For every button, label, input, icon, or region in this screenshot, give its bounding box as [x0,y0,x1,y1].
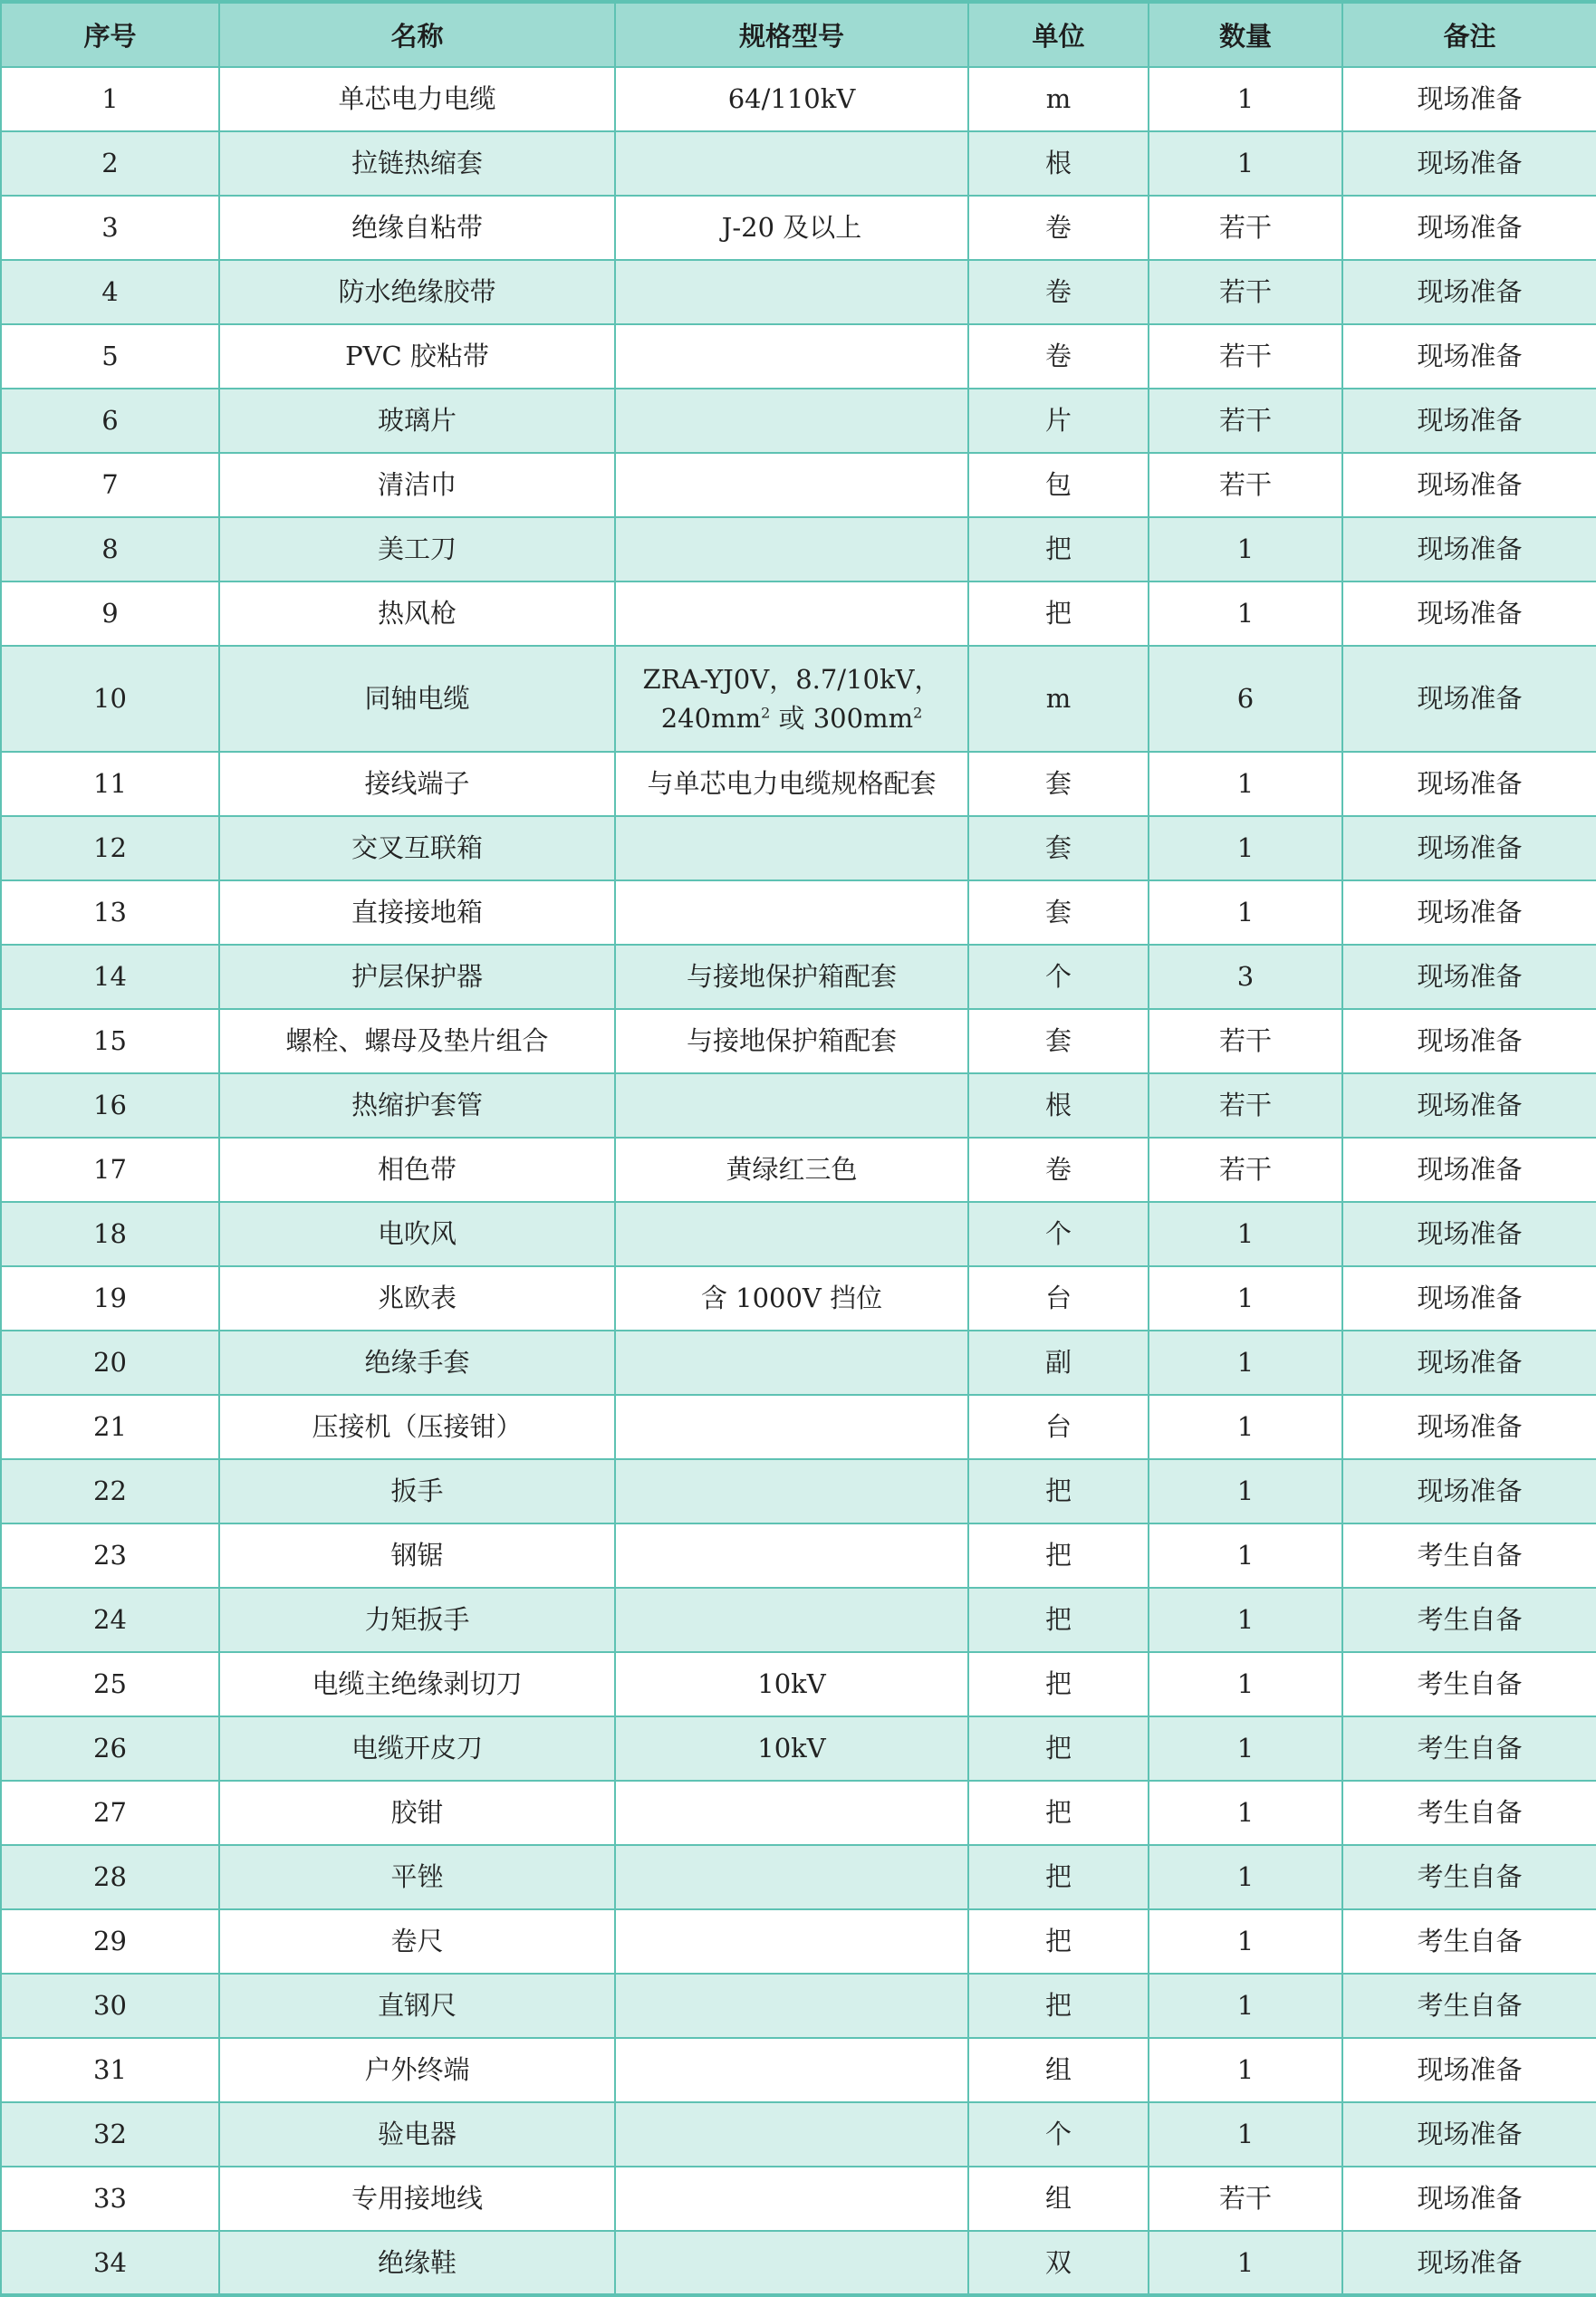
cell-qty: 1 [1149,1974,1342,2038]
cell-unit: 双 [968,2231,1149,2295]
cell-qty: 若干 [1149,196,1342,260]
cell-unit: 片 [968,389,1149,453]
cell-remark: 考生自备 [1342,1974,1596,2038]
cell-qty: 若干 [1149,1009,1342,1073]
table-row [1,67,1596,131]
table-row [1,1331,1596,1395]
cell-qty: 1 [1149,1716,1342,1781]
cell-no: 3 [1,196,219,260]
cell-name: 单芯电力电缆 [219,67,615,131]
cell-unit: 把 [968,1845,1149,1909]
cell-remark: 考生自备 [1342,1588,1596,1652]
table-row [1,1009,1596,1073]
cell-spec [615,1523,968,1588]
cell-remark: 现场准备 [1342,2102,1596,2167]
cell-name: 接线端子 [219,752,615,816]
cell-qty: 1 [1149,1781,1342,1845]
cell-qty: 若干 [1149,2167,1342,2231]
cell-no: 33 [1,2167,219,2231]
cell-name: 力矩扳手 [219,1588,615,1652]
cell-qty: 1 [1149,517,1342,581]
spec-line-2-a: 240mm [660,702,762,734]
table-header [1,2,1596,67]
cell-no: 4 [1,260,219,324]
cell-qty: 1 [1149,880,1342,945]
table-row [1,1781,1596,1845]
cell-remark: 现场准备 [1342,752,1596,816]
cell-name: 拉链热缩套 [219,131,615,196]
cell-remark: 现场准备 [1342,646,1596,752]
cell-spec: 与接地保护箱配套 [615,1009,968,1073]
cell-no: 22 [1,1459,219,1523]
cell-remark: 考生自备 [1342,1781,1596,1845]
cell-no: 17 [1,1138,219,1202]
cell-no: 10 [1,646,219,752]
cell-remark: 现场准备 [1342,1073,1596,1138]
cell-unit: 套 [968,816,1149,880]
cell-remark: 现场准备 [1342,880,1596,945]
cell-remark: 考生自备 [1342,1716,1596,1781]
cell-no: 30 [1,1974,219,2038]
table-row [1,1202,1596,1266]
cell-unit: 把 [968,1523,1149,1588]
table-row [1,1588,1596,1652]
table-row [1,1459,1596,1523]
table-row [1,752,1596,816]
header-qty: 数量 [1149,2,1342,67]
table-row [1,1845,1596,1909]
cell-spec: 与接地保护箱配套 [615,945,968,1009]
cell-qty: 1 [1149,1331,1342,1395]
cell-spec [615,131,968,196]
table-row [1,1652,1596,1716]
table-row [1,1395,1596,1459]
cell-unit: 台 [968,1266,1149,1331]
cell-unit: 卷 [968,1138,1149,1202]
table-row [1,1266,1596,1331]
cell-qty: 1 [1149,1459,1342,1523]
cell-unit: 套 [968,752,1149,816]
cell-spec [615,1073,968,1138]
cell-spec [615,646,968,752]
cell-qty: 若干 [1149,1138,1342,1202]
cell-remark: 考生自备 [1342,1845,1596,1909]
cell-unit: 卷 [968,260,1149,324]
cell-remark: 现场准备 [1342,1395,1596,1459]
cell-spec [615,517,968,581]
cell-qty: 6 [1149,646,1342,752]
cell-spec [615,324,968,389]
cell-spec [615,260,968,324]
cell-no: 21 [1,1395,219,1459]
table-row [1,2038,1596,2102]
cell-qty: 1 [1149,1266,1342,1331]
table-row [1,880,1596,945]
cell-qty: 若干 [1149,453,1342,517]
header-no: 序号 [1,2,219,67]
cell-remark: 现场准备 [1342,1266,1596,1331]
cell-unit: 组 [968,2167,1149,2231]
cell-spec [615,1202,968,1266]
cell-name: 电缆主绝缘剥切刀 [219,1652,615,1716]
table-row [1,646,1596,752]
cell-name: 相色带 [219,1138,615,1202]
cell-unit: 根 [968,131,1149,196]
cell-spec: 与单芯电力电缆规格配套 [615,752,968,816]
cell-no: 13 [1,880,219,945]
table-row [1,389,1596,453]
cell-no: 25 [1,1652,219,1716]
cell-unit: 个 [968,2102,1149,2167]
cell-no: 6 [1,389,219,453]
cell-unit: 把 [968,1652,1149,1716]
header-remark: 备注 [1342,2,1596,67]
table-row [1,2167,1596,2231]
cell-unit: 把 [968,1909,1149,1974]
cell-qty: 若干 [1149,1073,1342,1138]
cell-spec: J-20 及以上 [615,196,968,260]
cell-remark: 考生自备 [1342,1523,1596,1588]
cell-unit: 根 [968,1073,1149,1138]
cell-remark: 现场准备 [1342,816,1596,880]
cell-unit: 把 [968,1459,1149,1523]
cell-qty: 若干 [1149,389,1342,453]
cell-remark: 现场准备 [1342,1459,1596,1523]
cell-name: 护层保护器 [219,945,615,1009]
cell-spec: 黄绿红三色 [615,1138,968,1202]
cell-no: 26 [1,1716,219,1781]
table-row [1,517,1596,581]
cell-name: 直接接地箱 [219,880,615,945]
cell-no: 29 [1,1909,219,1974]
cell-unit: 个 [968,1202,1149,1266]
cell-no: 23 [1,1523,219,1588]
cell-unit: 把 [968,1716,1149,1781]
cell-spec [615,2167,968,2231]
table-row [1,453,1596,517]
cell-unit: 副 [968,1331,1149,1395]
cell-qty: 1 [1149,1523,1342,1588]
cell-no: 8 [1,517,219,581]
cell-no: 14 [1,945,219,1009]
cell-no: 18 [1,1202,219,1266]
table-row [1,196,1596,260]
cell-no: 12 [1,816,219,880]
cell-qty: 1 [1149,131,1342,196]
header-spec: 规格型号 [615,2,968,67]
cell-spec: 含 1000V 挡位 [615,1266,968,1331]
cell-unit: m [968,67,1149,131]
cell-remark: 现场准备 [1342,324,1596,389]
cell-no: 9 [1,581,219,646]
cell-unit: 把 [968,517,1149,581]
cell-spec [615,2038,968,2102]
cell-spec [615,389,968,453]
cell-qty: 3 [1149,945,1342,1009]
cell-remark: 现场准备 [1342,517,1596,581]
cell-spec [615,453,968,517]
cell-qty: 1 [1149,1909,1342,1974]
cell-name: 美工刀 [219,517,615,581]
cell-no: 27 [1,1781,219,1845]
cell-spec [615,1974,968,2038]
cell-no: 2 [1,131,219,196]
cell-no: 16 [1,1073,219,1138]
cell-remark: 现场准备 [1342,1202,1596,1266]
cell-spec [615,581,968,646]
cell-remark: 现场准备 [1342,260,1596,324]
cell-no: 15 [1,1009,219,1073]
cell-unit: 把 [968,581,1149,646]
cell-remark: 现场准备 [1342,1138,1596,1202]
cell-unit: 卷 [968,196,1149,260]
cell-no: 20 [1,1331,219,1395]
cell-name: 兆欧表 [219,1266,615,1331]
cell-remark: 现场准备 [1342,945,1596,1009]
table-row [1,1909,1596,1974]
cell-spec [615,1395,968,1459]
cell-remark: 现场准备 [1342,131,1596,196]
cell-name: 绝缘手套 [219,1331,615,1395]
cell-qty: 1 [1149,581,1342,646]
cell-unit: m [968,646,1149,752]
cell-spec [615,1459,968,1523]
cell-qty: 1 [1149,2231,1342,2295]
cell-qty: 1 [1149,2102,1342,2167]
table-row [1,1073,1596,1138]
cell-unit: 把 [968,1588,1149,1652]
cell-spec: 10kV [615,1652,968,1716]
cell-spec [615,2102,968,2167]
table-row [1,2231,1596,2295]
cell-no: 31 [1,2038,219,2102]
cell-no: 34 [1,2231,219,2295]
cell-spec [615,1331,968,1395]
cell-no: 5 [1,324,219,389]
cell-spec [615,1781,968,1845]
cell-remark: 现场准备 [1342,196,1596,260]
cell-spec [615,880,968,945]
cell-unit: 把 [968,1781,1149,1845]
cell-name: 同轴电缆 [219,646,615,752]
cell-no: 7 [1,453,219,517]
cell-spec: 64/110kV [615,67,968,131]
cell-qty: 1 [1149,752,1342,816]
cell-spec [615,1588,968,1652]
cell-name: 热风枪 [219,581,615,646]
table-row [1,1138,1596,1202]
table-row [1,324,1596,389]
cell-name: 交叉互联箱 [219,816,615,880]
cell-no: 28 [1,1845,219,1909]
cell-name: 绝缘自粘带 [219,196,615,260]
cell-name: 清洁巾 [219,453,615,517]
header-unit: 单位 [968,2,1149,67]
cell-qty: 1 [1149,67,1342,131]
cell-qty: 1 [1149,1588,1342,1652]
cell-qty: 1 [1149,1652,1342,1716]
cell-qty: 若干 [1149,324,1342,389]
cell-name: 防水绝缘胶带 [219,260,615,324]
cell-spec [615,816,968,880]
cell-remark: 现场准备 [1342,2231,1596,2295]
cell-remark: 考生自备 [1342,1909,1596,1974]
cell-qty: 1 [1149,2038,1342,2102]
header-row [1,2,1596,67]
cell-no: 11 [1,752,219,816]
cell-unit: 包 [968,453,1149,517]
superscript-2: 2 [761,703,771,721]
table-row [1,131,1596,196]
cell-remark: 现场准备 [1342,2167,1596,2231]
cell-name: 卷尺 [219,1909,615,1974]
cell-remark: 现场准备 [1342,453,1596,517]
cell-name: 胶钳 [219,1781,615,1845]
cell-name: 平锉 [219,1845,615,1909]
cell-name: 压接机（压接钳） [219,1395,615,1459]
cell-name: 绝缘鞋 [219,2231,615,2295]
cell-name: 玻璃片 [219,389,615,453]
cell-qty: 1 [1149,816,1342,880]
spec-line-1: ZRA-YJ0V，8.7/10kV， [642,664,941,696]
cell-name: 电缆开皮刀 [219,1716,615,1781]
cell-no: 19 [1,1266,219,1331]
cell-name: 验电器 [219,2102,615,2167]
cell-unit: 卷 [968,324,1149,389]
cell-name: 专用接地线 [219,2167,615,2231]
cell-unit: 台 [968,1395,1149,1459]
cell-spec: 10kV [615,1716,968,1781]
cell-spec [615,1845,968,1909]
cell-unit: 组 [968,2038,1149,2102]
superscript-2: 2 [913,703,923,721]
table-row [1,2102,1596,2167]
cell-name: 螺栓、螺母及垫片组合 [219,1009,615,1073]
cell-remark: 考生自备 [1342,1652,1596,1716]
table-row [1,1974,1596,2038]
table-row [1,816,1596,880]
cell-remark: 现场准备 [1342,1009,1596,1073]
table-row [1,581,1596,646]
spec-line-2-b: 或 300mm [770,702,914,734]
cell-unit: 把 [968,1974,1149,2038]
cell-qty: 1 [1149,1845,1342,1909]
cell-no: 1 [1,67,219,131]
cell-unit: 套 [968,880,1149,945]
cell-unit: 套 [968,1009,1149,1073]
cell-remark: 现场准备 [1342,2038,1596,2102]
cell-no: 32 [1,2102,219,2167]
cell-name: 户外终端 [219,2038,615,2102]
cell-name: 直钢尺 [219,1974,615,2038]
cell-remark: 现场准备 [1342,389,1596,453]
header-name: 名称 [219,2,615,67]
table-row [1,945,1596,1009]
cell-name: 扳手 [219,1459,615,1523]
cell-remark: 现场准备 [1342,67,1596,131]
cell-name: 热缩护套管 [219,1073,615,1138]
cell-no: 24 [1,1588,219,1652]
cell-name: PVC 胶粘带 [219,324,615,389]
table-body [1,67,1596,2295]
cell-spec [615,1909,968,1974]
table-row [1,1716,1596,1781]
cell-remark: 现场准备 [1342,1331,1596,1395]
cell-unit: 个 [968,945,1149,1009]
cell-qty: 若干 [1149,260,1342,324]
cell-name: 钢锯 [219,1523,615,1588]
table-row [1,260,1596,324]
cell-name: 电吹风 [219,1202,615,1266]
table-row [1,1523,1596,1588]
cell-spec [615,2231,968,2295]
cell-qty: 1 [1149,1395,1342,1459]
cell-remark: 现场准备 [1342,581,1596,646]
spec-line-2 [616,699,967,737]
cell-qty: 1 [1149,1202,1342,1266]
